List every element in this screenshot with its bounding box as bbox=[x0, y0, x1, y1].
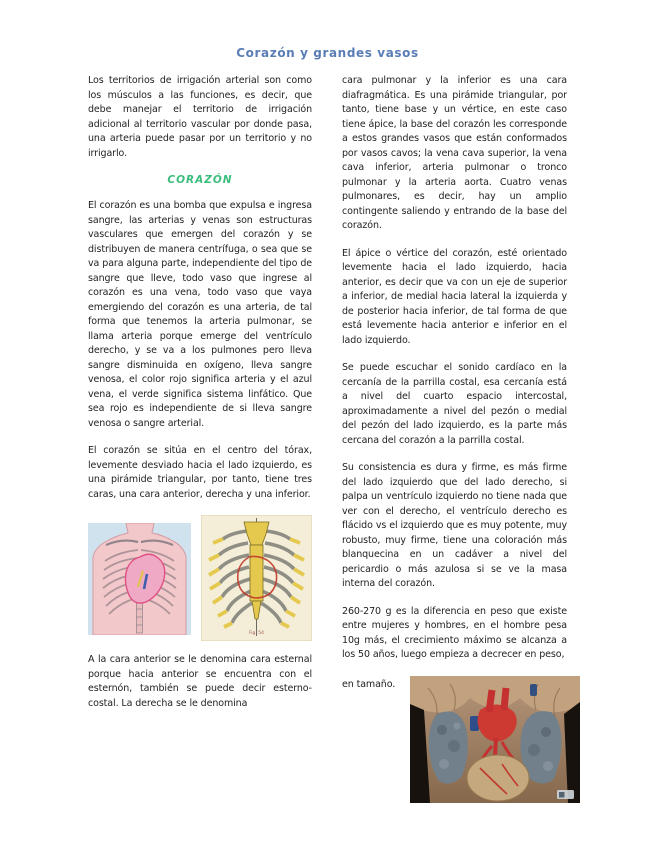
section-heading-corazon: CORAZÓN bbox=[167, 174, 233, 186]
paragraph-faces-and-base: cara pulmonar y la inferior es una cara diafragmática. Es una pirámide triangular, por tanto, tiene base y un vértice, en este caso tiene ápice, la base del corazón les corresponde a estos grandes vasos que están conformados por vasos cavos; la vena cava superior, la vena cava inferior, arteria pulmonar o tronco pulmonar y la arteria aorta. Cuatro venas pulmonares, es decir, hay un amplio contingente saliendo y entrando de la base del corazón. bbox=[342, 75, 567, 231]
paragraph-heart-location: El corazón se sitúa en el centro del tórax, levemente desviado hacia el lado izquierdo, es una pirámide triangular, por tanto, tiene tres caras, una cara anterior, derecha y una inferior. bbox=[88, 445, 312, 500]
sternum-ribs-figure bbox=[201, 515, 312, 641]
figure-caption: Fig. 54 bbox=[249, 631, 264, 636]
blue-marker-top bbox=[530, 684, 537, 696]
paragraph-anterior-face: A la cara anterior se le denomina cara esternal porque hacia anterior se encuentra con el esternón, también se puede decir esterno-costal. La derecha se le denomina bbox=[88, 654, 312, 709]
spine-shape bbox=[137, 601, 143, 633]
weight-tail-and-photo-row bbox=[342, 676, 567, 803]
thorax-dissection-photo bbox=[410, 676, 580, 803]
blue-marker bbox=[470, 716, 479, 731]
thorax-heart-illustration bbox=[88, 523, 191, 635]
photo-watermark bbox=[557, 790, 574, 799]
paragraph-cardiac-sound: Se puede escuchar el sonido cardíaco en la cercanía de la parrilla costal, esa cercanía está a nivel del cuarto espacio intercostal, aproximadamente a nivel del pezón o medial del pezón del lado izquierdo, es la parte más cercana del corazón a la parrilla costal. bbox=[342, 362, 567, 446]
paragraph-irrigation-territories: Los territorios de irrigación arterial son como los músculos a las funciones, es decir, que debe manejar el territorio de irrigación adicional al territorio vascular por donde pasa, una arteria puede pasar por un territorio y no irrigarlo. bbox=[88, 75, 312, 159]
paragraph-weight: 260-270 g es la diferencia en peso que existe entre mujeres y hombres, en el hombre pesa 10g más, el crecimiento máximo se alcanza a los 50 años, luego empieza a decrecer en peso, bbox=[342, 605, 567, 660]
paragraph-weight-tail: en tamaño. bbox=[342, 678, 396, 690]
heart-mass-shape bbox=[467, 755, 529, 801]
right-column bbox=[342, 74, 567, 803]
left-lung-shape bbox=[429, 711, 468, 783]
page-title: Corazón y grandes vasos bbox=[236, 46, 419, 60]
paragraph-apex-orientation: El ápice o vértice del corazón, esté orientado levemente hacia el lado izquierdo, hacia anterior, es decir que va con un eje de superior a inferior, de medial hacia lateral la izquierda y de posterior hacia inferior, de tal forma de que está levemente hacia anterior e inferior en el lado izquierdo. bbox=[342, 247, 567, 346]
paragraph-consistency: Su consistencia es dura y firme, es más firme del lado izquierdo que del lado derecho, si palpa un ventrículo izquierdo no tiene nada que ver con el derecho, el ventrículo derecho es flácido vs el izquierdo que es muy potente, muy robusto, muy firme, tiene una coloración más blanquecina en un cadáver a nivel del pericardio o más azulosa si se ve la masa interna del corazón. bbox=[342, 462, 567, 589]
paragraph-heart-pump: El corazón es una bomba que expulsa e ingresa sangre, las arterias y venas son estructuras vasculares que emergen del corazón y se distribuyen de manera centrífuga, o sea que se va para alguna parte, independiente del tipo de sangre que lleve, todo vaso que ingrese al corazón es una vena, todo vaso que vaya emergiendo del corazón es una arteria, de tal forma que tenemos la arteria pulmonar, se llama arteria porque emerge del ventrículo derecho, y se va a los pulmones pero lleva sangre disminuida en oxígeno, lleva sangre venosa, el color rojo significa arteria y el azul vena, el verde significa sistema linfático. Que sea rojo es independiente de si lleva sangre venosa o sangre arterial. bbox=[88, 200, 312, 429]
anatomy-figures-row bbox=[88, 515, 312, 641]
two-column-layout bbox=[88, 74, 567, 803]
left-column bbox=[88, 74, 312, 803]
